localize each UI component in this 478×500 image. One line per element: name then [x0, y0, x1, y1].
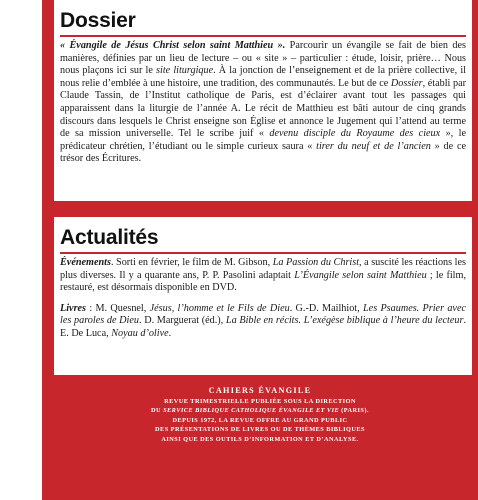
livres-label: Livres	[60, 302, 87, 314]
livres-text-italic: Jésus, l’homme et le Fils de Dieu	[149, 302, 290, 314]
livres-paragraph	[60, 303, 466, 341]
footer-title: CAHIERS ÉVANGILE	[208, 386, 312, 395]
livres-text: : M. Quesnel,	[86, 302, 150, 314]
livres-text-italic: Les Psaumes. Prier avec les paroles de Dieu	[60, 302, 466, 327]
footer-line-italic: SERVICE BIBLIQUE CATHOLIQUE ÉVANGILE ET VIE	[163, 407, 340, 415]
evenements-paragraph	[60, 257, 466, 295]
actualites-divider	[60, 252, 466, 254]
dossier-text-italic: site liturgique	[156, 65, 214, 77]
dossier-text-part: Parcourir un évangile se fait de bien des manières, définies par un lieu de lecture – ou « site » – particulier : étude, loisir, prière… Nous nous plaçons ici sur le	[60, 40, 466, 77]
dossier-text-part: », le prédicateur chrétien, l’étudiant ou le simple curieux saura «	[60, 128, 466, 152]
livres-text-italic: La Bible en récits. L’exégèse biblique à l’heure du lecteur	[225, 315, 464, 327]
dossier-panel	[54, 0, 472, 201]
dossier-text-italic: Dossier	[390, 77, 423, 89]
evenements-label: Événements	[60, 257, 111, 268]
livres-text: . D. Marguerat (éd.),	[138, 315, 226, 327]
evenements-text: ; le film, restauré, est désormais disponible en DVD.	[60, 269, 466, 294]
evenements-text: , a suscité les réactions les plus diverses. Il y a quarante ans, P. P. Pasolini adaptait	[60, 257, 466, 281]
dossier-text-part: , établi par Claude Tassin, de l’Institut catholique de Paris, est d’éclairer avant tout les passages qui apparaissent dans la liturgie de l’année A. Le récit de Matthieu est bâti autour de cinq grands discours dans lesquels le Christ enseigne son Église et annonce le Jugement qui l’attend au terme de sa mission universelle. Tel le scribe juif «	[60, 77, 466, 140]
dossier-lead: « Évangile de Jésus Christ selon saint Matthieu ».	[60, 40, 286, 51]
dossier-divider	[60, 35, 466, 37]
footer-line-part: DU	[151, 407, 164, 415]
livres-text: . G.-D. Mailhiot,	[289, 302, 363, 314]
evenements-text-italic: La Passion du Christ	[272, 257, 360, 268]
evenements-text: . Sorti en février, le film de M. Gibson,	[110, 257, 273, 268]
dossier-text-italic: tirer du neuf et de l’ancien	[316, 140, 431, 152]
footer-line-part: (PARIS).	[339, 407, 369, 415]
dossier-text	[60, 40, 466, 166]
dossier-heading: Dossier	[60, 9, 136, 32]
livres-text: .	[168, 327, 172, 339]
dossier-text-italic: devenu disciple du Royaume des cieux	[269, 128, 441, 140]
footer-line: DES PRÉSENTATIONS DE LIVRES OU DE THÈMES BIBLIQUES	[155, 426, 365, 434]
footer-line	[42, 406, 478, 415]
footer-line: AINSI QUE DES OUTILS D’INFORMATION ET D’ANALYSE.	[161, 435, 359, 443]
actualites-panel	[54, 217, 472, 375]
actualites-heading: Actualités	[60, 226, 159, 249]
evenements-text-italic: L’Évangile selon saint Matthieu	[294, 269, 427, 281]
footer-line: REVUE TRIMESTRIELLE PUBLIÉE SOUS LA DIRECTION	[164, 398, 356, 405]
footer-line: DEPUIS 1972, LA REVUE OFFRE AU GRAND PUBLIC	[172, 416, 348, 424]
dossier-text-part: » de ce trésor des Écritures.	[60, 140, 467, 165]
livres-text-italic: Noyau d’olive	[111, 327, 169, 339]
dossier-text-part: . À la jonction de l’enseignement et de la prière collective, il nous relie d’emblée à une histoire, une tradition, des communautés. Le but de ce	[60, 65, 466, 89]
publication-footer	[42, 381, 478, 481]
livres-text: . E. De Luca,	[60, 315, 466, 339]
